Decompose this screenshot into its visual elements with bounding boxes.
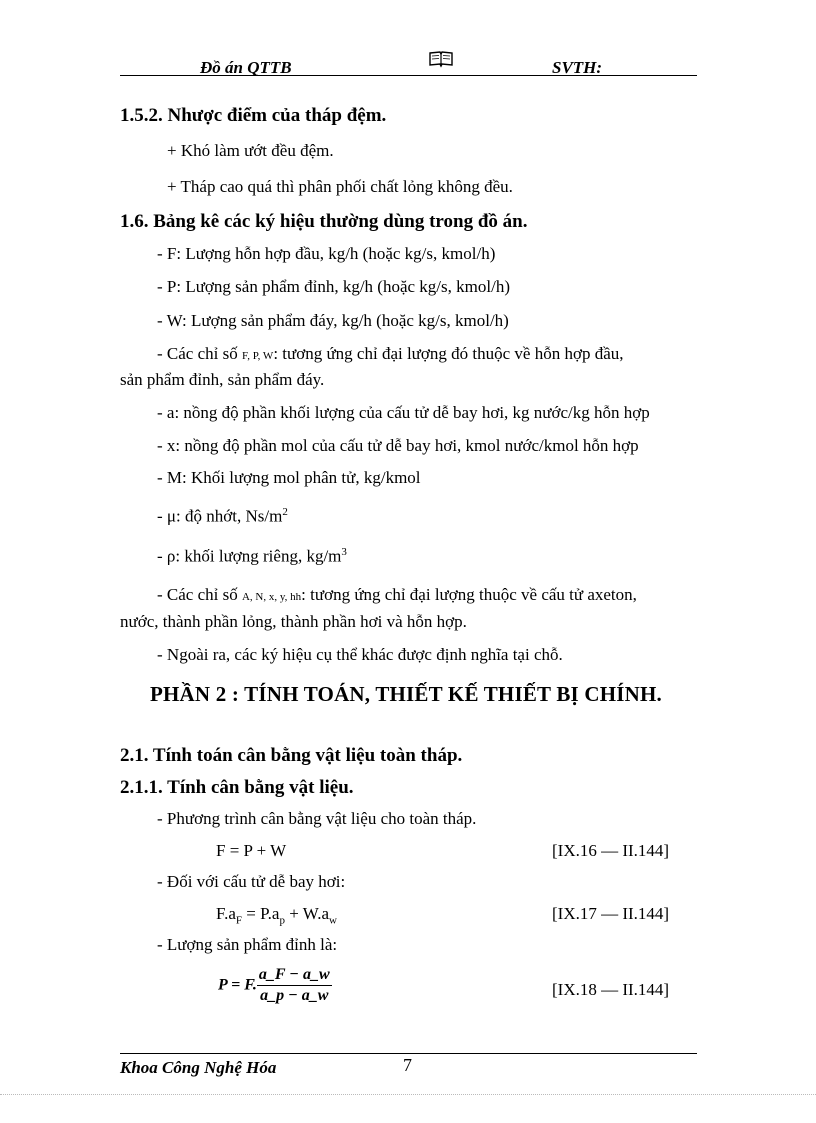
top-product-intro: - Lượng sản phẩm đỉnh là: xyxy=(157,935,338,954)
symbol-F: - F: Lượng hỗn hợp đầu, kg/h (hoặc kg/s, kmol/h) xyxy=(157,244,496,263)
page-number: 7 xyxy=(403,1055,412,1075)
eq3-denominator: a_p − a_w xyxy=(260,987,329,1004)
section-heading-152: 1.5.2. Nhược điểm của tháp đệm. xyxy=(120,105,387,126)
footer-left: Khoa Công Nghệ Hóa xyxy=(120,1058,277,1077)
rho-text: - ρ: khối lượng riêng, kg/m xyxy=(157,546,342,566)
eq3-lhs: P = F. xyxy=(218,976,257,994)
header-rule xyxy=(120,75,697,76)
part-title: PHẦN 2 : TÍNH TOÁN, THIẾT KẾ THIẾT BỊ CHÍNH. xyxy=(150,682,662,706)
page-break-line xyxy=(0,1094,816,1095)
index-subscripts: F, P, W xyxy=(241,350,274,362)
header-right: SVTH: xyxy=(552,58,603,77)
equation-1-ref: [IX.16 — II.144] xyxy=(552,841,670,860)
volatile-intro: - Đối với cấu tử dễ bay hơi: xyxy=(157,872,346,891)
index-subscripts: A, N, x, y, hh xyxy=(241,591,302,603)
index-suffix: : tương ứng chỉ đại lượng thuộc về cấu tử axeton, xyxy=(301,585,637,604)
eq2-sub-w: w xyxy=(329,914,337,927)
index-line-2 xyxy=(157,585,637,605)
mu-exponent: 2 xyxy=(282,506,288,518)
eq2-term-2: = P.a xyxy=(242,904,280,923)
index-line-2-cont: nước, thành phần lỏng, thành phần hơi và hỗn hợp. xyxy=(120,612,467,631)
list-item: + Tháp cao quá thì phân phối chất lỏng không đều. xyxy=(167,177,513,196)
rho-exponent: 3 xyxy=(341,546,347,558)
symbol-M: - M: Khối lượng mol phân tử, kg/kmol xyxy=(157,468,421,487)
eq3-fraction xyxy=(257,966,332,1005)
other-symbols: - Ngoài ra, các ký hiệu cụ thể khác được định nghĩa tại chỗ. xyxy=(157,645,563,664)
equation-3-ref: [IX.18 — II.144] xyxy=(552,980,670,999)
symbol-rho xyxy=(157,546,347,567)
eq2-term-1: F.a xyxy=(216,904,236,923)
symbol-W: - W: Lượng sản phẩm đáy, kg/h (hoặc kg/s, kmol/h) xyxy=(157,311,509,330)
symbol-mu xyxy=(157,506,288,527)
equation-2-ref: [IX.17 — II.144] xyxy=(552,904,670,923)
equation-2 xyxy=(216,904,337,926)
header-left: Đồ án QTTB xyxy=(200,58,292,77)
symbol-P: - P: Lượng sản phẩm đỉnh, kg/h (hoặc kg/s, kmol/h) xyxy=(157,277,510,296)
symbol-x: - x: nồng độ phần mol của cấu tử dễ bay hơi, kmol nước/kmol hỗn hợp xyxy=(157,436,639,455)
index-line-1 xyxy=(157,344,624,364)
index-line-1-cont: sản phẩm đỉnh, sản phẩm đáy. xyxy=(120,370,325,389)
eq2-sub-F: F xyxy=(235,914,243,927)
index-prefix: - Các chỉ số xyxy=(157,585,238,604)
index-prefix: - Các chỉ số xyxy=(157,344,238,363)
mu-text: - μ: độ nhớt, Ns/m xyxy=(157,506,283,526)
equation-1: F = P + W xyxy=(216,841,287,860)
symbol-a: - a: nồng độ phần khối lượng của cấu tử dễ bay hơi, kg nước/kg hỗn hợp xyxy=(157,403,650,422)
section-heading-16: 1.6. Bảng kê các ký hiệu thường dùng trong đồ án. xyxy=(120,211,528,232)
section-heading-211: 2.1.1. Tính cân bằng vật liệu. xyxy=(120,777,354,798)
list-item: + Khó làm ướt đều đệm. xyxy=(167,141,334,160)
book-icon xyxy=(428,50,454,73)
section-heading-21: 2.1. Tính toán cân bằng vật liệu toàn tháp. xyxy=(120,745,463,766)
equation-3 xyxy=(218,966,332,1005)
eq3-numerator: a_F − a_w xyxy=(257,966,332,986)
eq2-term-3: + W.a xyxy=(284,904,330,923)
index-suffix: : tương ứng chỉ đại lượng đó thuộc về hỗn hợp đầu, xyxy=(273,344,624,363)
footer-rule xyxy=(120,1053,697,1054)
balance-intro: - Phương trình cân bằng vật liệu cho toàn tháp. xyxy=(157,809,477,828)
eq2-sub-p: p xyxy=(279,914,285,927)
